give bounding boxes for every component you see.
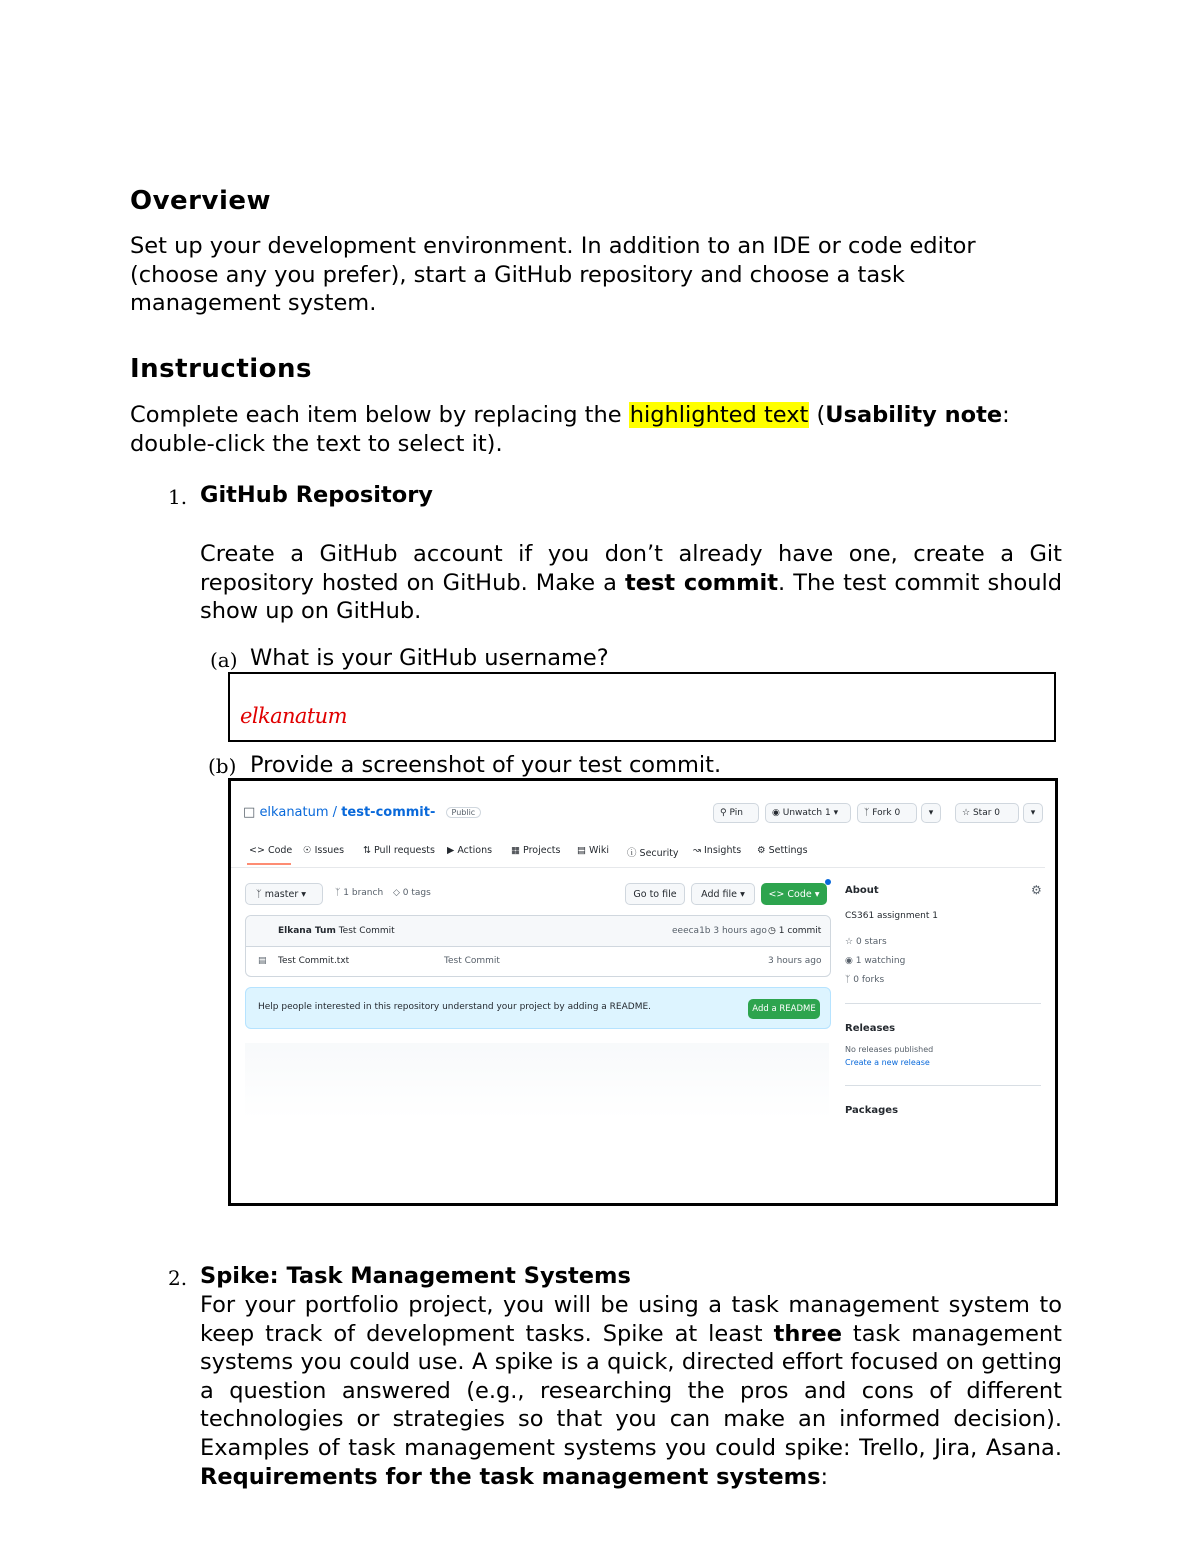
item-2-body-mid: task management systems you could use. A spike is a quick, directed effort focused on getting a question answered (e.g., researching the pros and cons of different technologies or strategies so that you can make an informed decision). Examples of task management systems you could spike: Trello, Jira, Asana. [200,1320,1062,1461]
code-button-label: Code [787,888,812,900]
tab-wiki [577,845,609,856]
code-icon: <> [768,888,785,900]
releases-heading: Releases [845,1023,896,1034]
github-repo-screenshot [231,781,1055,1203]
tab-projects-label: Projects [523,845,561,856]
overview-paragraph [130,232,1030,318]
question-a-text: What is your GitHub username? [250,645,609,671]
readme-prompt [245,987,831,1029]
tab-settings [757,845,808,856]
unwatch-button [765,803,851,823]
tab-projects [511,845,560,856]
pin-button [713,803,759,823]
tab-code [249,845,292,856]
tab-code-label: Code [267,845,293,856]
instructions-heading: Instructions [130,354,313,384]
item-1-title: GitHub Repository [200,482,433,508]
latest-commit-bar [246,916,830,947]
requirements-emphasis: Requirements for the task management systems [200,1463,821,1490]
overview-line-1: Set up your development environment. In addition to an IDE or code editor [130,233,976,259]
file-list [245,915,831,977]
commit-author: Elkana Tum [278,926,336,936]
overview-line-3: management system. [130,290,377,316]
repo-separator: / [328,805,342,820]
item-2-number: 2. [168,1266,188,1290]
forks-label: 0 forks [853,975,885,985]
tab-settings-label: Settings [768,845,808,856]
branches-count [335,888,383,898]
branch-name: master [264,888,299,900]
instructions-paren: ( [809,402,826,428]
tag-icon: ◇ [393,888,400,898]
gear-icon: ⚙ [757,845,766,856]
instructions-prefix: Complete each item below by replacing the [130,402,629,428]
star-icon: ☆ [845,937,854,947]
repo-description: CS361 assignment 1 [845,911,938,921]
item-2-body [200,1291,1062,1491]
chevron-down-icon: ▾ [928,808,934,818]
play-icon: ▶ [447,845,455,856]
file-icon: ▤ [258,956,267,966]
watching-stat [845,956,905,966]
branches-label: 1 branch [343,888,384,898]
repo-name: test-commit- [341,805,436,820]
answer-a-box[interactable] [228,672,1056,742]
tab-pull-requests [363,845,435,856]
file-name: Test Commit.txt [278,956,350,966]
add-file-button [691,883,755,905]
branch-icon: ᛉ [256,888,262,900]
tab-actions-label: Actions [457,845,493,856]
question-b-label: (b) [208,754,237,778]
commit-message: Test Commit [338,926,395,936]
file-time: 3 hours ago [768,956,822,966]
item-2-body-prefix: For your portfolio project, you will be using a task management system to keep track of development tasks. Spike at least [200,1292,1062,1347]
item-1-number: 1. [168,485,188,509]
divider [845,1003,1041,1004]
star-label: Star [972,808,992,818]
stars-label: 0 stars [855,937,887,947]
create-release-link: Create a new release [845,1058,930,1067]
watching-label: 1 watching [855,956,906,966]
issue-icon: ☉ [303,845,312,856]
item-2-title: Spike: Task Management Systems [200,1263,631,1289]
tab-security-label: Security [639,848,679,859]
tab-issues-label: Issues [314,845,345,856]
notification-dot [825,879,831,885]
commit-meta [672,926,767,936]
table-icon: ▦ [511,845,520,856]
chevron-down-icon: ▾ [814,888,820,900]
item-1-body-prefix: Create a GitHub account if you don’t already have one, create a Git repository hosted on GitHub. Make a [200,541,1062,596]
about-heading: About [845,885,879,896]
fork-menu-button [921,803,941,823]
instructions-colon: : [1002,402,1010,428]
three-emphasis: three [773,1320,842,1347]
unwatch-label: Unwatch [782,808,823,818]
shield-icon: ⓘ [627,848,637,859]
branch-selector [245,883,323,905]
tags-label: 0 tags [402,888,431,898]
forks-stat [845,975,884,985]
add-readme-button: Add a README [748,999,820,1019]
stars-stat [845,937,887,947]
latest-commit [278,926,395,936]
code-icon: <> [249,845,265,856]
visibility-badge: Public [446,807,482,818]
star-menu-button [1023,803,1043,823]
tab-actions [447,845,492,856]
question-a-label: (a) [210,648,238,672]
tab-security [627,845,679,859]
commit-screenshot-frame [228,778,1058,1206]
packages-heading: Packages [845,1105,899,1116]
tab-pull-requests-label: Pull requests [374,845,435,856]
active-tab-indicator [247,863,291,865]
commit-count-label: 1 commit [778,926,822,936]
eye-icon: ◉ [772,808,780,818]
file-commit-message: Test Commit [444,956,500,966]
tab-insights-label: Insights [704,845,742,856]
eye-icon: ◉ [845,956,853,966]
repo-owner: elkanatum [259,805,329,820]
item-1-body-suffix: . The test commit should show up on GitHub. [200,569,1062,625]
question-b-text: Provide a screenshot of your test commit. [250,752,722,778]
chevron-down-icon: ▾ [833,808,839,818]
instructions-paragraph [130,401,1030,458]
overview-line-2: (choose any you prefer), start a GitHub repository and choose a task [130,261,905,288]
chevron-down-icon: ▾ [740,888,745,900]
fork-button [857,803,917,823]
fork-icon: ᛉ [864,808,870,818]
commit-count [768,926,821,936]
item-2-body-suffix: : [820,1463,829,1490]
star-icon: ☆ [962,808,971,818]
branch-icon: ᛉ [335,888,341,898]
chevron-down-icon: ▾ [1030,808,1036,818]
faded-region [245,1043,829,1119]
usability-note-label: Usability note [825,402,1003,428]
code-button [761,883,827,905]
repo-tabs [231,839,1045,868]
pin-label: Pin [729,808,743,818]
fork-icon: ᛉ [845,975,851,985]
graph-icon: ↝ [693,845,701,856]
item-1-body [200,540,1062,626]
tab-issues [303,845,344,856]
commit-hash: eeeca1b [672,926,711,936]
tags-count [393,888,431,898]
github-username-answer[interactable]: elkanatum [240,704,347,728]
star-count: 0 [994,808,1001,818]
repo-icon: □ [243,805,256,820]
repo-breadcrumb [243,805,481,820]
pull-request-icon: ⇅ [363,845,371,856]
no-releases: No releases published [845,1045,934,1054]
star-button [955,803,1019,823]
tab-wiki-label: Wiki [589,845,609,856]
test-commit-emphasis: test commit [624,569,779,596]
tab-insights [693,845,741,856]
book-icon: ▤ [577,845,586,856]
divider [845,1085,1041,1086]
gear-icon: ⚙ [1031,883,1042,897]
fork-count: 0 [894,808,901,818]
commit-time: 3 hours ago [713,926,767,936]
add-file-label: Add file [701,888,738,900]
instructions-line-2: double-click the text to select it). [130,430,503,457]
chevron-down-icon: ▾ [301,888,307,900]
history-icon: ◷ [768,926,776,936]
go-to-file-button: Go to file [625,883,685,905]
fork-label: Fork [872,808,892,818]
unwatch-count: 1 [824,808,831,818]
overview-heading: Overview [130,186,272,216]
highlighted-text[interactable]: highlighted text [629,402,809,428]
readme-prompt-text: Help people interested in this repository understand your project by adding a README. [258,1002,652,1012]
pin-icon: ⚲ [720,808,727,818]
